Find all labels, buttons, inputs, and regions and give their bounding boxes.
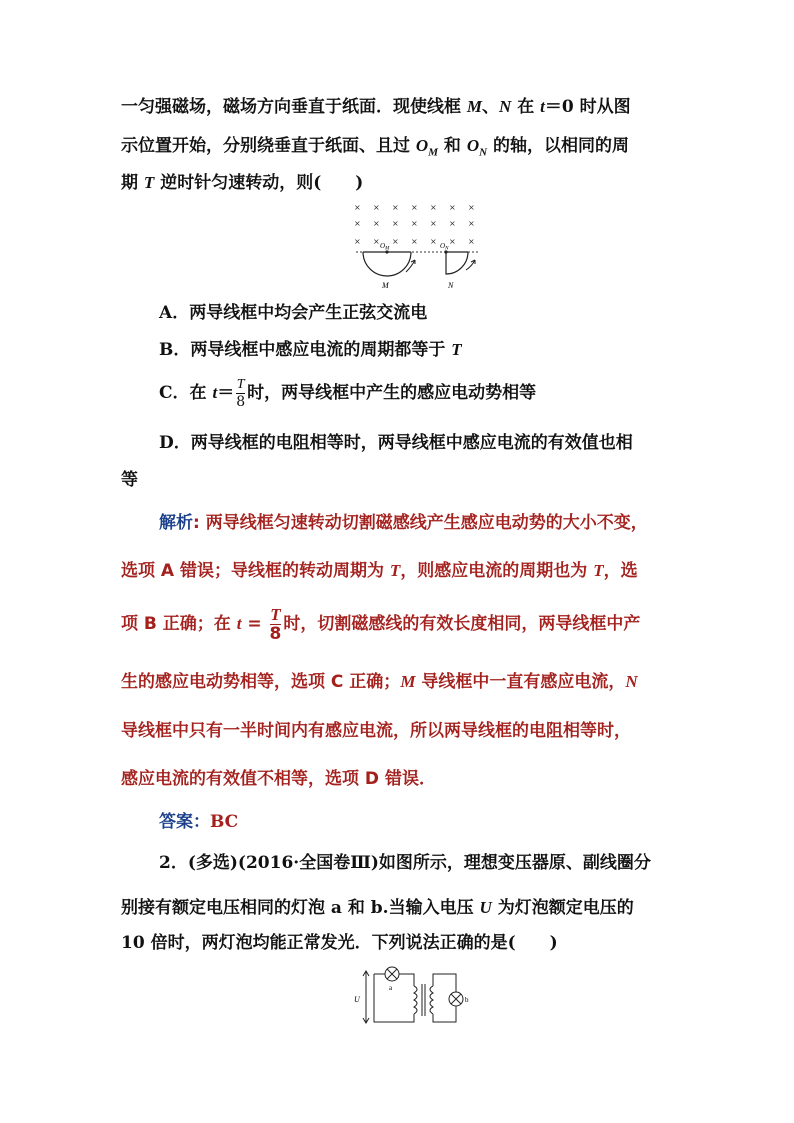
problem1-line3 [121, 172, 363, 194]
fraction-T-8 [270, 606, 282, 643]
field-cross: × [373, 219, 380, 228]
rotation-arrow-N [466, 260, 475, 270]
text: 在 [511, 97, 541, 117]
var-t: t [540, 97, 545, 116]
var-T: T [593, 561, 604, 580]
label-ON: $O_N$ [440, 242, 449, 252]
problem2-line1 [159, 852, 651, 874]
bulb-a-cross [387, 969, 397, 979]
label-N: N [448, 281, 454, 290]
var-N: N [499, 97, 512, 116]
text: 的轴，以相同的周 [487, 136, 629, 156]
text: : 两导线框匀速转动切割磁感线产生感应电动势的大小不变， [193, 513, 648, 533]
analysis-line6 [121, 768, 436, 790]
text: 导线框中只有一半时间内有感应电流，所以两导线框的电阻相等时， [121, 721, 631, 741]
subscript: N [479, 146, 488, 159]
text: 时，两导线框中产生的感应电动势相等 [247, 383, 537, 403]
text: ，选 [603, 561, 638, 581]
analysis-line4 [121, 671, 638, 693]
field-cross: × [392, 237, 399, 246]
text: 2．(多选)(2016·全国卷Ⅲ)如图所示，理想变压器原、副线圈分 [159, 853, 651, 873]
analysis-line5 [121, 720, 631, 742]
field-cross: × [411, 203, 418, 212]
text: = [241, 614, 268, 634]
field-cross: × [449, 237, 456, 246]
var-OM: O [415, 136, 429, 155]
text: 逆时针匀速转动，则( ) [154, 173, 364, 193]
option-B [159, 339, 462, 361]
text: 示位置开始，分别绕垂直于纸面、且过 [121, 136, 416, 156]
text: C．在 [159, 383, 213, 403]
secondary-wire [433, 974, 456, 1022]
problem2-line3 [121, 932, 558, 954]
text: 10 倍时，两灯泡均能正常发光．下列说法正确的是( ) [121, 933, 558, 953]
answer-label: 答案： [159, 812, 210, 832]
text: 生的感应电动势相等，选项 C 正确； [121, 672, 401, 692]
text: 和 [437, 136, 467, 156]
fraction-numerator: T [236, 377, 245, 392]
field-cross: × [373, 237, 380, 246]
text: 期 [121, 173, 144, 193]
field-cross: × [449, 203, 456, 212]
label-OM: $O_M$ [380, 242, 390, 252]
label-M: M [382, 281, 389, 290]
field-cross: × [354, 237, 361, 246]
field-cross: × [468, 237, 475, 246]
text: 、 [482, 97, 500, 117]
var-M: M [466, 97, 483, 116]
frame-N-quarter [446, 252, 468, 274]
option-A [159, 302, 427, 324]
bulb-b-cross [451, 994, 461, 1004]
text: 时，切割磁感线的有效长度相同，两导线框中产 [283, 614, 641, 634]
text: ＝0 时从图 [544, 97, 631, 117]
fraction-denominator: 8 [236, 394, 246, 410]
analysis-line1 [159, 512, 648, 534]
var-ON: O [466, 136, 480, 155]
var-N: N [625, 672, 638, 691]
var-T: T [389, 561, 401, 580]
field-cross: × [468, 203, 475, 212]
answer [159, 811, 238, 833]
text: A．两导线框中均会产生正弦交流电 [159, 303, 428, 323]
var-t: t [212, 383, 218, 402]
field-cross: × [354, 219, 361, 228]
subscript: M [428, 146, 438, 159]
rotation-arrow-M [406, 260, 415, 272]
field-cross: × [411, 237, 418, 246]
text: 感应电流的有效值不相等，选项 D 错误． [121, 769, 436, 789]
field-cross: × [430, 219, 437, 228]
field-cross: × [373, 203, 380, 212]
text: 项 B 正确；在 [121, 614, 237, 634]
option-D-line2 [121, 469, 138, 491]
problem1-line1 [121, 96, 631, 118]
field-cross: × [430, 203, 437, 212]
option-D-line1 [159, 432, 633, 454]
label-a: a [389, 984, 393, 992]
analysis-label: 解析 [159, 513, 193, 533]
var-M: M [400, 672, 416, 691]
text: ＝ [217, 383, 235, 403]
fraction-T-8 [236, 378, 245, 409]
var-T: T [143, 173, 155, 192]
text: 选项 A 错误；导线框的转动周期为 [121, 561, 390, 581]
problem1-line2 [121, 135, 629, 163]
analysis-line3 [121, 604, 640, 644]
field-cross: × [449, 219, 456, 228]
fraction-denominator: 8 [269, 623, 282, 644]
field-cross: × [392, 219, 399, 228]
magnetic-field-figure [348, 200, 483, 292]
text: 一匀强磁场，磁场方向垂直于纸面．现使线框 [121, 97, 467, 117]
field-cross: × [430, 237, 437, 246]
secondary-coil [430, 986, 433, 1014]
text: B．两导线框中感应电流的周期都等于 [159, 340, 452, 360]
label-U: U [354, 995, 360, 1004]
field-cross: × [411, 219, 418, 228]
field-cross: × [354, 203, 361, 212]
label-b: b [465, 996, 469, 1004]
answer-value: BC [210, 812, 239, 832]
text: 导线框中一直有感应电流， [415, 672, 626, 692]
text: 等 [121, 470, 138, 490]
var-T: T [451, 340, 462, 359]
frame-M-semicircle [363, 252, 411, 276]
text: 为灯泡额定电压的 [491, 898, 634, 918]
text: 别接有额定电压相同的灯泡 a 和 b.当输入电压 [121, 898, 480, 918]
var-U: U [479, 898, 492, 917]
field-cross: × [392, 203, 399, 212]
text: D．两导线框的电阻相等时，两导线框中感应电流的有效值也相 [159, 433, 633, 453]
var-t: t [236, 614, 242, 633]
transformer-figure [352, 964, 472, 1028]
field-cross: × [468, 219, 475, 228]
problem2-line2 [121, 897, 634, 919]
field-crosses [354, 203, 475, 246]
analysis-line2 [121, 560, 638, 582]
fraction-numerator: T [270, 604, 281, 624]
primary-coil [414, 986, 417, 1014]
option-C [159, 375, 536, 411]
text: ，则感应电流的周期也为 [400, 561, 594, 581]
